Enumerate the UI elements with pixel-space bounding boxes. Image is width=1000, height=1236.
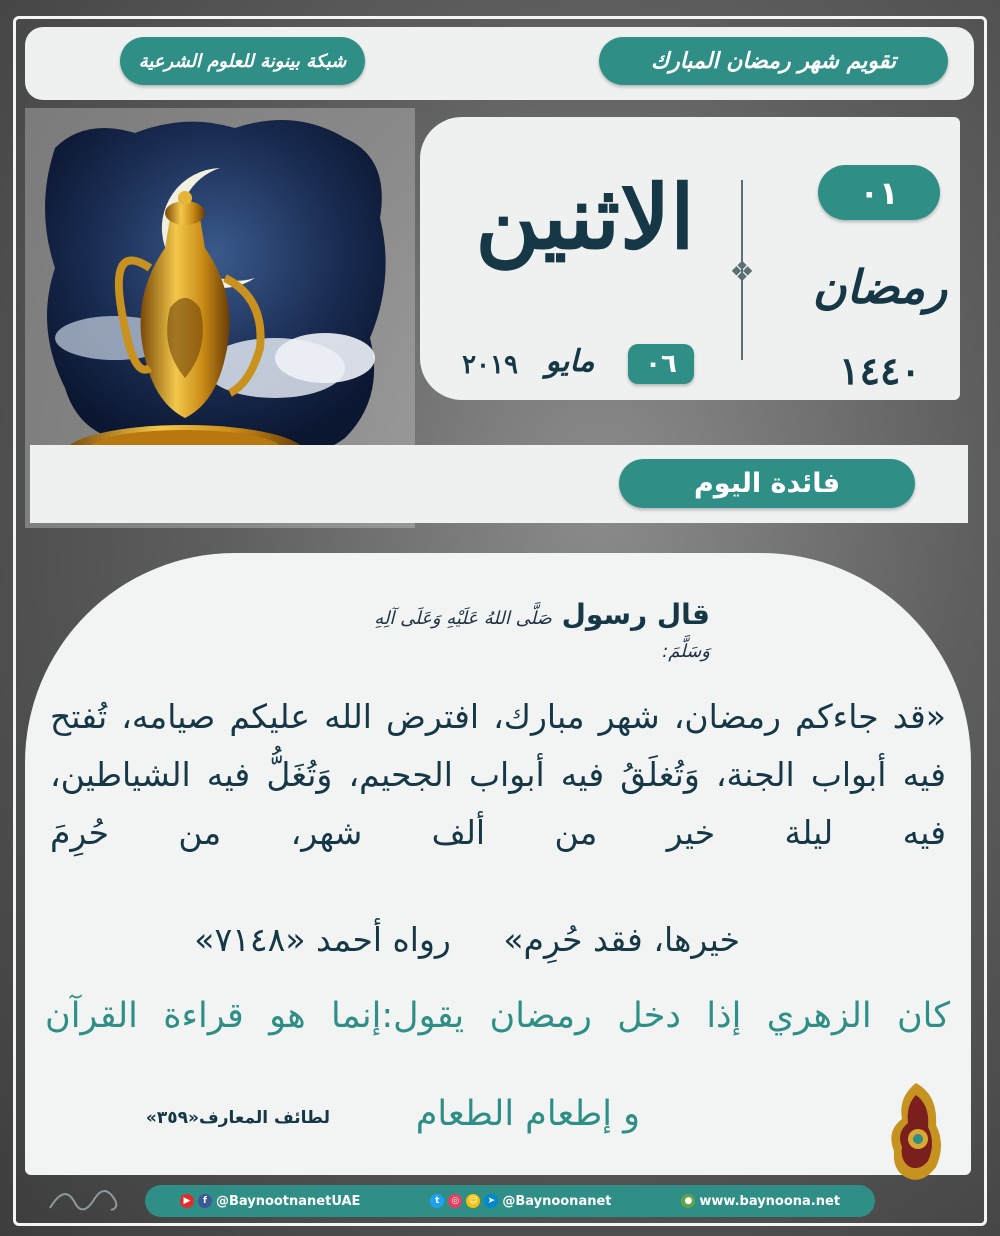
signature-mark: [45, 1178, 125, 1218]
section-title: فائدة اليوم: [619, 459, 915, 508]
gregorian-month: مايو: [545, 344, 595, 379]
hadith-intro: [350, 598, 710, 664]
hadith-source: رواه أحمد «٧١٤٨»: [194, 920, 451, 959]
telegram-icon[interactable]: ➤: [484, 1194, 498, 1208]
baynoona-logo: [880, 1075, 952, 1187]
ornament-icon: ❖: [729, 255, 755, 288]
hadith-last-line: [50, 920, 740, 959]
salawat-text: صَلَّى اللهُ عَلَيْهِ وَعَلَى آلِهِ وَسَلَّمَ:: [374, 608, 710, 662]
athar-reference: لطائف المعارف«٣٥٩»: [145, 1108, 330, 1128]
athar-line-2: و إطعام الطعام: [415, 1094, 640, 1134]
hadith-ending: خيرها، فقد حُرِم»: [503, 920, 740, 959]
hijri-year: ١٤٤٠: [839, 348, 921, 393]
youtube-icon[interactable]: ▶: [180, 1194, 194, 1208]
globe-icon[interactable]: ●: [681, 1194, 695, 1208]
social-group-2: [430, 1194, 611, 1209]
weekday-name: الاثنين: [475, 165, 695, 269]
hadith-intro-text: قال رسول: [561, 598, 710, 631]
social-handle-2[interactable]: @Baynoonanet: [502, 1193, 612, 1209]
social-group-1: [180, 1194, 361, 1209]
hadith-body: «قد جاءكم رمضان، شهر مبارك، افترض الله عليكم صيامه، تُفتح فيه أبواب الجنة، وَتُغلَقُ فيه أبواب الجحيم، وَتُغَلُّ فيه الشياطين، فيه ليلة خير من ألف شهر، من حُرِمَ: [50, 697, 946, 852]
instagram-icon[interactable]: ◎: [448, 1194, 462, 1208]
website-link[interactable]: www.baynoona.net: [699, 1193, 841, 1209]
facebook-icon[interactable]: f: [198, 1194, 212, 1208]
social-handle-1[interactable]: @BaynootnanetUAE: [215, 1193, 361, 1209]
hijri-day-badge: ٠١: [818, 165, 940, 220]
snapchat-icon[interactable]: ☺: [466, 1194, 480, 1208]
website-group: [681, 1194, 840, 1209]
calendar-title: تقويم شهر رمضان المبارك: [599, 37, 948, 85]
twitter-icon[interactable]: t: [430, 1194, 444, 1208]
footer-bar: [145, 1185, 875, 1217]
hijri-month: رمضان: [812, 260, 948, 314]
gregorian-day-badge: ٠٦: [628, 344, 694, 384]
gregorian-year: ٢٠١٩: [462, 350, 518, 380]
network-name: شبكة بينونة للعلوم الشرعية: [120, 37, 365, 85]
athar-line-1: كان الزهري إذا دخل رمضان يقول:إنما هو قراءة القرآن: [45, 996, 950, 1036]
